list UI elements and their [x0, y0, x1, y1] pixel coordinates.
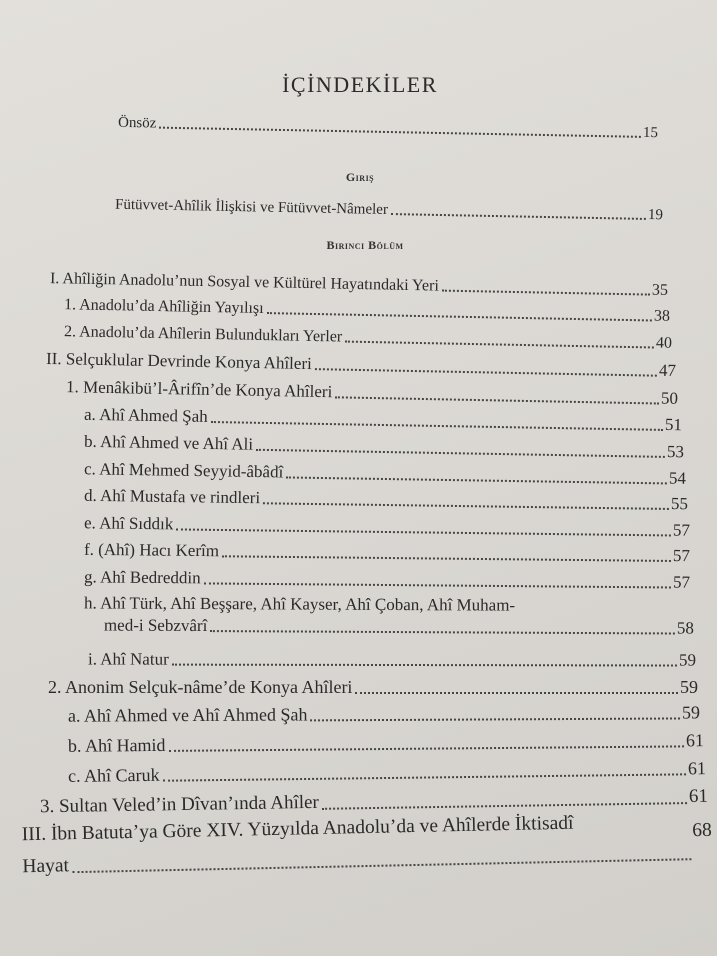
- toc-label: a. Ahî Ahmed ve Ahî Ahmed Şah: [67, 704, 308, 726]
- toc-page-number: 59: [680, 677, 698, 697]
- leader-dots: [391, 213, 646, 220]
- toc-entry-e[interactable]: [84, 513, 690, 540]
- leader-dots: [267, 312, 652, 321]
- toc-page-number: 55: [670, 493, 689, 514]
- leader-dots: [263, 502, 669, 510]
- toc-label: d. Ahî Mustafa ve rindleri: [83, 485, 261, 508]
- toc-page-number: 35: [651, 281, 669, 299]
- toc-label: c. Ahî Mehmed Seyyid-âbâdî: [83, 459, 284, 482]
- toc-entry-i-natur[interactable]: [88, 649, 696, 670]
- toc-label: a. Ahî Ahmed Şah: [83, 404, 208, 426]
- leader-dots: [211, 421, 663, 431]
- leader-dots: [172, 664, 677, 667]
- toc-label: 2. Anadolu’da Ahîlerin Bulundukları Yerler: [63, 323, 343, 346]
- toc-entry-g[interactable]: [84, 567, 690, 592]
- toc-page-number: 40: [655, 334, 673, 352]
- toc-entry-i2[interactable]: [64, 323, 672, 353]
- toc-label: b. Ahî Hamid: [67, 734, 166, 756]
- leader-dots: [335, 396, 659, 404]
- toc-entry-h[interactable]: [84, 593, 694, 638]
- toc-entry-d[interactable]: [84, 486, 688, 514]
- leader-dots: [322, 802, 687, 810]
- toc-label: c. Ahî Caruk: [67, 764, 160, 786]
- toc-label: Önsöz: [117, 114, 157, 132]
- toc-page-number: 61: [687, 758, 707, 779]
- toc-label: b. Ahî Ahmed ve Ahî Ali: [83, 431, 254, 454]
- toc-entry-i[interactable]: [50, 270, 668, 300]
- toc-label: e. Ahî Sıddık: [83, 513, 174, 534]
- toc-page-number: 61: [688, 785, 709, 808]
- toc-page-number: 47: [658, 360, 677, 381]
- toc-label: 1. Anadolu’da Ahîliğin Yayılışı: [63, 296, 264, 318]
- leader-dots: [210, 630, 675, 634]
- leader-dots: [163, 773, 686, 781]
- toc-entry-ii2[interactable]: [48, 677, 698, 698]
- toc-page-number: 57: [672, 520, 691, 540]
- toc-entry-ii2b[interactable]: [68, 730, 704, 757]
- toc-page-number: 59: [678, 650, 697, 670]
- toc-page-number: 61: [685, 730, 705, 751]
- toc-entry-i1[interactable]: [64, 296, 670, 326]
- toc-label: g. Ahî Bedreddin: [83, 567, 201, 588]
- leader-dots: [204, 582, 671, 588]
- toc-label-line1: III. İbn Batuta’ya Göre XIV. Yüzyılda Anadolu’da ve Ahîlerde İktisadî: [21, 812, 574, 846]
- toc-page-number: 15: [642, 124, 659, 142]
- leader-dots: [442, 290, 650, 296]
- leader-dots: [355, 692, 678, 694]
- toc-label: f. (Ahî) Hacı Kerîm: [83, 539, 220, 561]
- toc-page-number: 57: [672, 572, 691, 592]
- toc-label-line1: h. Ahî Türk, Ahî Beşşare, Ahî Kayser, Ahî Çoban, Ahî Muham-: [84, 593, 516, 615]
- section-heading-birinci: Birinci Bölüm: [326, 238, 404, 252]
- toc-page-number: 51: [664, 414, 683, 435]
- toc-page-number: 68: [692, 819, 713, 842]
- toc-entry-onsoz[interactable]: [118, 115, 658, 142]
- toc-entry-c[interactable]: [84, 459, 686, 488]
- leader-dots: [169, 745, 684, 751]
- toc-label-line2: Hayat: [22, 855, 70, 878]
- toc-entry-f[interactable]: [84, 540, 690, 566]
- toc-page-number: 54: [668, 468, 687, 488]
- leader-dots: [176, 528, 671, 536]
- toc-entry-b[interactable]: [84, 432, 684, 462]
- toc-label: 3. Sultan Veled’in Dîvan’ında Ahîler: [39, 791, 319, 818]
- toc-label-line2: med-i Sebzvârî: [103, 615, 208, 636]
- toc-entry-futuvvet[interactable]: [115, 197, 663, 225]
- toc-entry-ii2a[interactable]: [68, 702, 700, 726]
- leader-dots: [222, 555, 671, 562]
- toc-page-number: 57: [672, 545, 691, 566]
- leader-dots: [286, 476, 667, 484]
- toc-entry-ii[interactable]: [46, 349, 676, 381]
- leader-dots: [345, 341, 654, 349]
- toc-entry-ii1[interactable]: [66, 377, 678, 409]
- toc-page-number: 58: [676, 618, 694, 638]
- toc-continuation: [104, 616, 694, 639]
- toc-entry-a[interactable]: [84, 405, 682, 435]
- toc-label: Fütüvvet-Ahîlik İlişkisi ve Fütüvvet-Nâmeler: [114, 196, 389, 218]
- toc-page-number: 53: [666, 441, 685, 462]
- toc-label: II. Selçuklular Devrinde Konya Ahîleri: [45, 348, 312, 374]
- toc-label: i. Ahî Natur: [87, 649, 169, 669]
- toc-entry-iii[interactable]: [22, 810, 713, 878]
- toc-page-number: 38: [653, 307, 671, 325]
- leader-dots: [159, 127, 641, 138]
- leader-dots: [72, 858, 691, 873]
- toc-page-number: 50: [660, 388, 679, 408]
- leader-dots: [311, 717, 681, 721]
- page-title: İÇİNDEKİLER: [282, 72, 438, 97]
- section-heading-giris: Giriş: [345, 170, 375, 184]
- leader-dots: [256, 449, 665, 458]
- toc-page-number: 19: [647, 206, 664, 224]
- toc-label: 2. Anonim Selçuk-nâme’de Konya Ahîleri: [48, 677, 353, 697]
- toc-label: 1. Menâkibü’l-Ârifîn’de Konya Ahîleri: [65, 377, 333, 402]
- toc-entry-ii2c[interactable]: [68, 758, 706, 787]
- toc-page-number: 59: [681, 702, 701, 723]
- leader-dots: [315, 368, 657, 377]
- toc-label: I. Ahîliğin Anadolu’nun Sosyal ve Kültürel Hayatındaki Yeri: [49, 270, 440, 295]
